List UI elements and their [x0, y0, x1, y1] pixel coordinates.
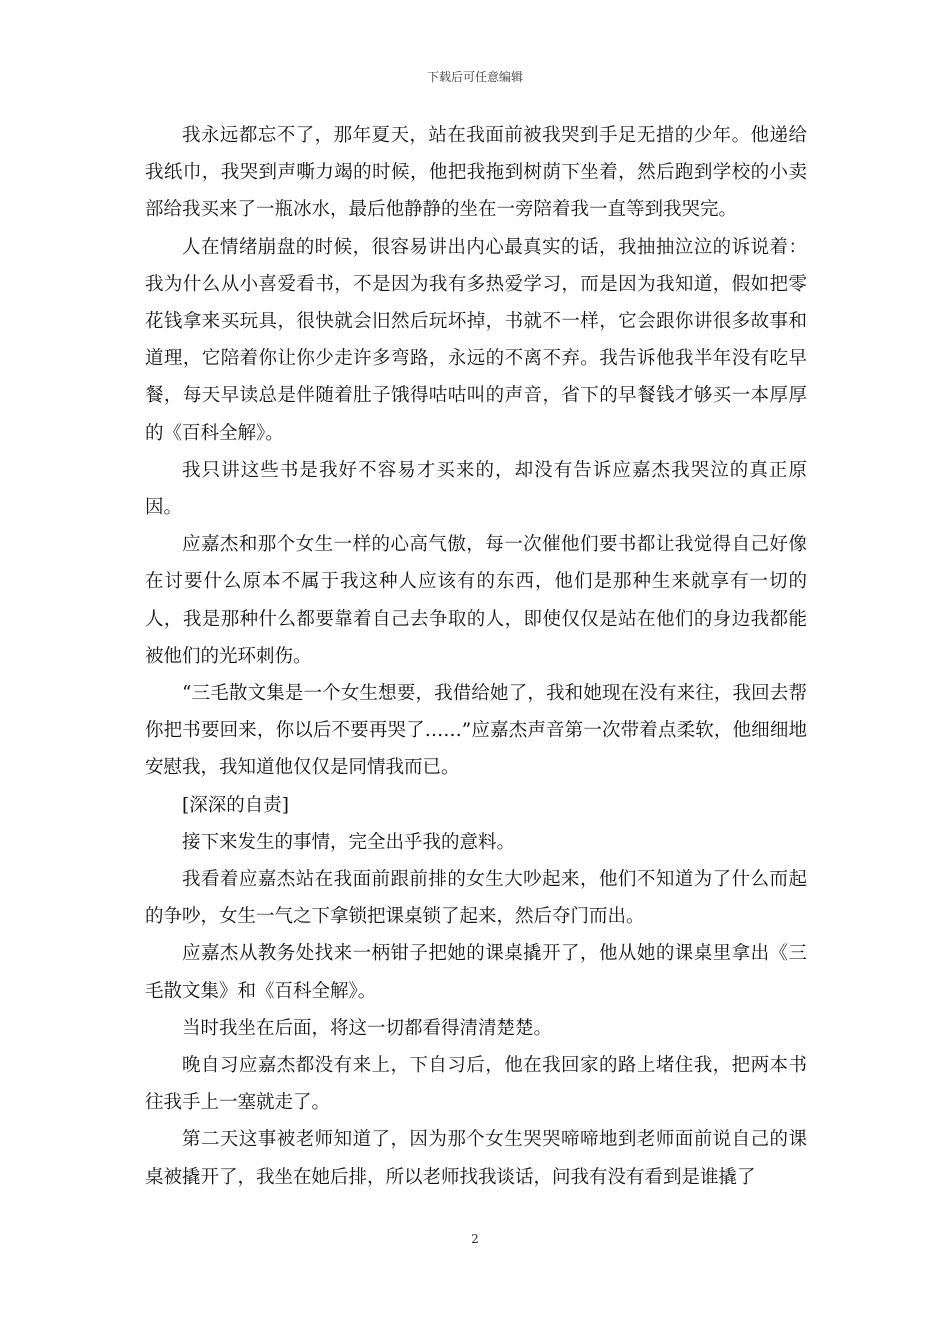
section-heading: [深深的自责] — [182, 794, 289, 816]
page-header: 下载后可任意编辑 — [426, 70, 523, 84]
paragraph-7: 我看着应嘉杰站在我面前跟前排的女生大吵起来，他们不知道为了什么而起的争吵，女生一气之下拿锁把课桌锁了起来，然后夺门而出。 — [145, 869, 807, 928]
paragraph-1: 我永远都忘不了，那年夏天，站在我面前被我哭到手足无措的少年。他递给我纸巾，我哭到声嘶力竭的时候，他把我拖到树荫下坐着，然后跑到学校的小卖部给我买来了一瓶冰水，最后他静静的坐在一旁陪着我一直等到我哭完。 — [145, 125, 807, 221]
paragraph-2: 人在情绪崩盘的时候，很容易讲出内心最真实的话，我抽抽泣泣的诉说着：我为什么从小喜爱看书，不是因为我有多热爱学习，而是因为我知道，假如把零花钱拿来买玩具，很快就会旧然后玩坏掉，书就不一样，它会跟你讲很多故事和道理，它陪着你让你少走许多弯路，永远的不离不弃。我告诉他我半年没有吃早餐，每天早读总是伴随着肚子饿得咕咕叫的声音，省下的早餐钱才够买一本厚厚的《百科全解》。 — [145, 236, 807, 444]
document-body — [145, 117, 807, 1196]
paragraph-5: “三毛散文集是一个女生想要，我借给她了，我和她现在没有来往，我回去帮你把书要回来，你以后不要再哭了……”应嘉杰声音第一次带着点柔软，他细细地安慰我，我知道他仅仅是同情我而已。 — [145, 683, 807, 779]
paragraph-6: 接下来发生的事情，完全出乎我的意料。 — [182, 831, 516, 853]
paragraph-4: 应嘉杰和那个女生一样的心高气傲，每一次催他们要书都让我觉得自己好像在讨要什么原本不属于我这种人应该有的东西，他们是那种生来就享有一切的人，我是那种什么都要靠着自己去争取的人，即使仅仅是站在他们的身边我都能被他们的光环刺伤。 — [145, 534, 807, 667]
paragraph-3: 我只讲这些书是我好不容易才买来的，却没有告诉应嘉杰我哭泣的真正原因。 — [145, 459, 807, 519]
paragraph-11: 第二天这事被老师知道了，因为那个女生哭哭啼啼地到老师面前说自己的课桌被撬开了，我坐在她后排，所以老师找我谈话，问我有没有看到是谁撬了 — [145, 1129, 807, 1188]
page-number: 2 — [471, 1232, 479, 1246]
paragraph-8: 应嘉杰从教务处找来一柄钳子把她的课桌撬开了，他从她的课桌里拿出《三毛散文集》和《百科全解》。 — [145, 943, 807, 1002]
paragraph-10: 晚自习应嘉杰都没有来上，下自习后，他在我回家的路上堵住我，把两本书往我手上一塞就走了。 — [145, 1055, 807, 1114]
paragraph-9: 当时我坐在后面，将这一切都看得清清楚楚。 — [182, 1017, 553, 1039]
